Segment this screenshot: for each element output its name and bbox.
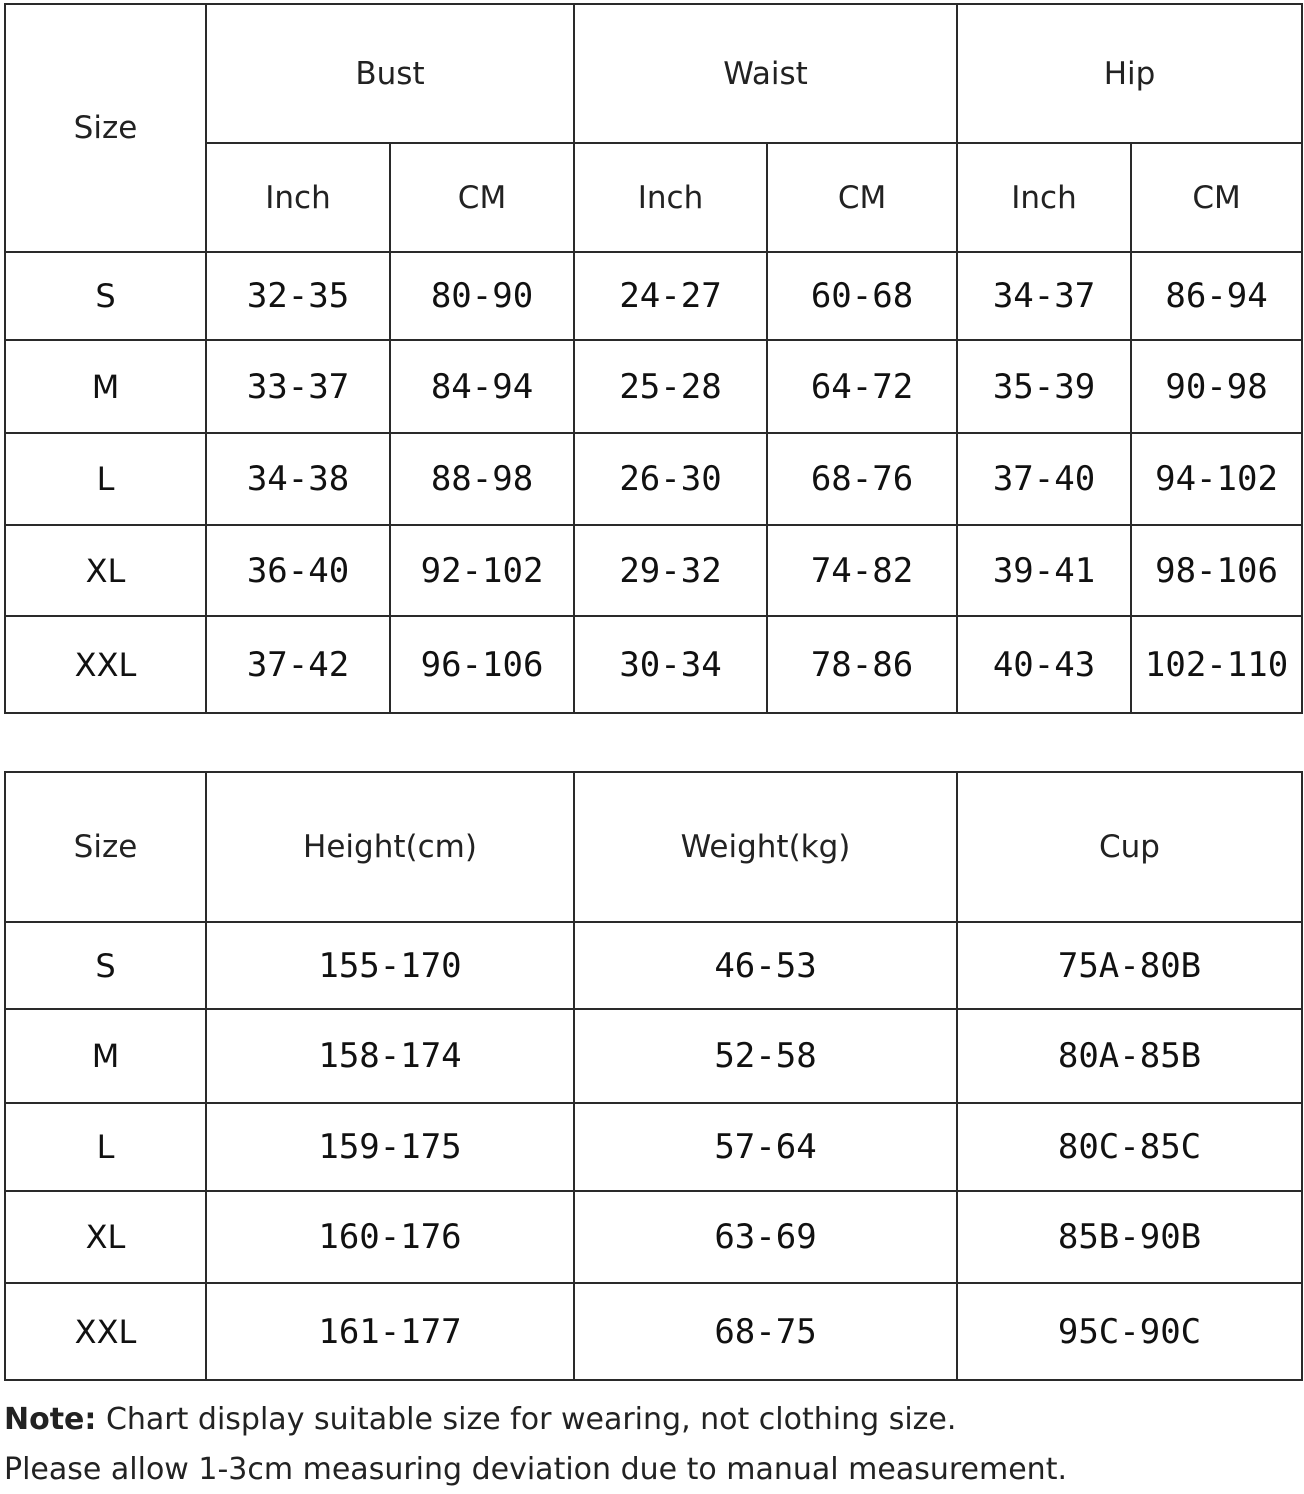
note-line-2: Please allow 1-3cm measuring deviation due to manual measurement. — [4, 1452, 1067, 1487]
note-text-1: Chart display suitable size for wearing, not clothing size. — [96, 1402, 957, 1437]
size-cell: S — [5, 922, 206, 1009]
bust-inch-cell: 33-37 — [206, 340, 390, 433]
bust-cm-cell: 92-102 — [390, 525, 574, 616]
hip-header: Hip — [957, 4, 1302, 143]
bust-cm-cell: 88-98 — [390, 433, 574, 525]
size-cell: XXL — [5, 616, 206, 713]
hip-cm-cell: 86-94 — [1131, 252, 1302, 340]
waist-inch-header: Inch — [574, 143, 767, 252]
table-row — [5, 616, 1302, 713]
height-cell: 160-176 — [206, 1191, 574, 1283]
waist-cm-cell: 78-86 — [767, 616, 957, 713]
bust-inch-cell: 37-42 — [206, 616, 390, 713]
weight-cell: 52-58 — [574, 1009, 957, 1103]
waist-cm-cell: 60-68 — [767, 252, 957, 340]
table-row — [5, 1103, 1302, 1191]
note-line-1 — [4, 1402, 956, 1437]
size-cell: XXL — [5, 1283, 206, 1380]
bust-inch-cell: 34-38 — [206, 433, 390, 525]
size-cell: L — [5, 433, 206, 525]
waist-inch-cell: 25-28 — [574, 340, 767, 433]
bust-inch-cell: 32-35 — [206, 252, 390, 340]
cup-cell: 75A-80B — [957, 922, 1302, 1009]
waist-inch-cell: 26-30 — [574, 433, 767, 525]
waist-cm-cell: 64-72 — [767, 340, 957, 433]
bust-cm-cell: 80-90 — [390, 252, 574, 340]
size-header: Size — [5, 772, 206, 922]
note-label: Note: — [4, 1402, 97, 1437]
size-header: Size — [5, 4, 206, 252]
size-cell: M — [5, 340, 206, 433]
weight-cell: 63-69 — [574, 1191, 957, 1283]
weight-cell: 46-53 — [574, 922, 957, 1009]
bust-cm-cell: 96-106 — [390, 616, 574, 713]
table-row — [5, 922, 1302, 1009]
bust-header: Bust — [206, 4, 574, 143]
table-row — [5, 1191, 1302, 1283]
hip-cm-header: CM — [1131, 143, 1302, 252]
table-row — [5, 340, 1302, 433]
bust-cm-cell: 84-94 — [390, 340, 574, 433]
waist-header: Waist — [574, 4, 957, 143]
height-cell: 158-174 — [206, 1009, 574, 1103]
waist-cm-cell: 74-82 — [767, 525, 957, 616]
height-cell: 161-177 — [206, 1283, 574, 1380]
hip-inch-cell: 35-39 — [957, 340, 1131, 433]
hip-inch-cell: 40-43 — [957, 616, 1131, 713]
table-row — [5, 525, 1302, 616]
weight-cell: 57-64 — [574, 1103, 957, 1191]
hip-cm-cell: 90-98 — [1131, 340, 1302, 433]
table-row — [5, 1009, 1302, 1103]
table-row — [5, 1283, 1302, 1380]
hip-inch-cell: 34-37 — [957, 252, 1131, 340]
bust-inch-header: Inch — [206, 143, 390, 252]
cup-cell: 85B-90B — [957, 1191, 1302, 1283]
bust-inch-cell: 36-40 — [206, 525, 390, 616]
cup-header: Cup — [957, 772, 1302, 922]
hip-cm-cell: 98-106 — [1131, 525, 1302, 616]
height-weight-cup-table — [4, 771, 1303, 1381]
size-cell: L — [5, 1103, 206, 1191]
cup-cell: 80A-85B — [957, 1009, 1302, 1103]
hip-cm-cell: 102-110 — [1131, 616, 1302, 713]
table-row — [5, 252, 1302, 340]
size-cell: S — [5, 252, 206, 340]
hip-inch-cell: 37-40 — [957, 433, 1131, 525]
height-cell: 155-170 — [206, 922, 574, 1009]
bust-cm-header: CM — [390, 143, 574, 252]
cup-cell: 80C-85C — [957, 1103, 1302, 1191]
hip-inch-cell: 39-41 — [957, 525, 1131, 616]
height-header: Height(cm) — [206, 772, 574, 922]
cup-cell: 95C-90C — [957, 1283, 1302, 1380]
table-row — [5, 433, 1302, 525]
waist-cm-cell: 68-76 — [767, 433, 957, 525]
size-cell: XL — [5, 525, 206, 616]
hip-inch-header: Inch — [957, 143, 1131, 252]
body-measurements-table — [4, 3, 1303, 714]
weight-header: Weight(kg) — [574, 772, 957, 922]
size-cell: M — [5, 1009, 206, 1103]
waist-inch-cell: 24-27 — [574, 252, 767, 340]
weight-cell: 68-75 — [574, 1283, 957, 1380]
hip-cm-cell: 94-102 — [1131, 433, 1302, 525]
height-cell: 159-175 — [206, 1103, 574, 1191]
waist-cm-header: CM — [767, 143, 957, 252]
waist-inch-cell: 30-34 — [574, 616, 767, 713]
waist-inch-cell: 29-32 — [574, 525, 767, 616]
size-cell: XL — [5, 1191, 206, 1283]
